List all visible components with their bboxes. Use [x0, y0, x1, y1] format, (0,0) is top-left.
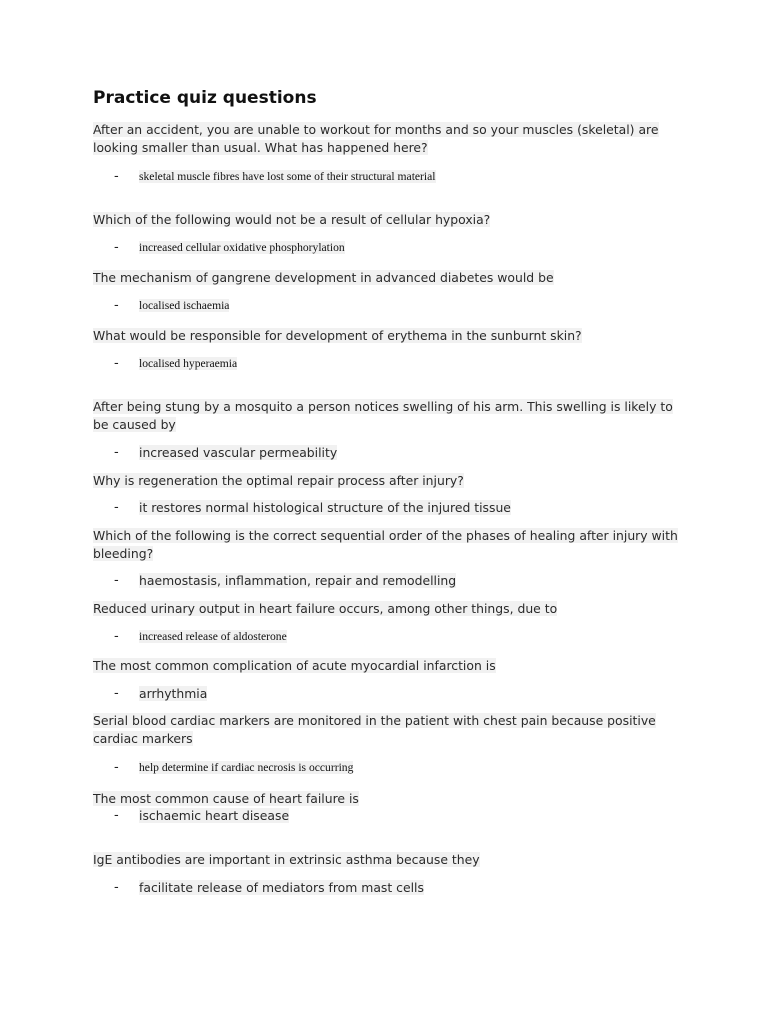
bullet-10: - [114, 760, 119, 775]
bullet-12: - [114, 880, 119, 895]
bullet-6: - [114, 500, 119, 515]
answer-3: localised ischaemia [139, 299, 230, 312]
bullet-11: - [114, 808, 119, 823]
question-11: The most common cause of heart failure is [93, 791, 359, 806]
bullet-2: - [114, 240, 119, 255]
answer-8: increased release of aldosterone [139, 630, 287, 643]
bullet-4: - [114, 356, 119, 371]
question-1: After an accident, you are unable to workout for months and so your muscles (skeletal) are looking smaller than usual. What has happened here? [93, 122, 659, 155]
answer-9: arrhythmia [139, 686, 208, 701]
question-2: Which of the following would not be a result of cellular hypoxia? [93, 212, 491, 227]
question-6: Why is regeneration the optimal repair process after injury? [93, 473, 464, 488]
question-3: The mechanism of gangrene development in advanced diabetes would be [93, 270, 554, 285]
question-12: IgE antibodies are important in extrinsic asthma because they [93, 852, 480, 867]
question-7: Which of the following is the correct sequential order of the phases of healing after injury with bleeding? [93, 528, 678, 561]
question-5: After being stung by a mosquito a person notices swelling of his arm. This swelling is likely to be caused by [93, 399, 673, 432]
bullet-9: - [114, 686, 119, 701]
answer-1: skeletal muscle fibres have lost some of their structural material [139, 170, 436, 183]
question-8: Reduced urinary output in heart failure occurs, among other things, due to [93, 601, 558, 616]
answer-11: ischaemic heart disease [139, 808, 290, 823]
bullet-3: - [114, 298, 119, 313]
answer-6: it restores normal histological structure of the injured tissue [139, 500, 511, 515]
bullet-8: - [114, 629, 119, 644]
question-4: What would be responsible for development of erythema in the sunburnt skin? [93, 328, 582, 343]
bullet-5: - [114, 445, 119, 460]
question-10: Serial blood cardiac markers are monitored in the patient with chest pain because positive cardiac markers [93, 713, 656, 746]
answer-7: haemostasis, inflammation, repair and remodelling [139, 573, 457, 588]
bullet-1: - [114, 169, 119, 184]
question-9: The most common complication of acute myocardial infarction is [93, 658, 496, 673]
answer-10: help determine if cardiac necrosis is occurring [139, 761, 354, 774]
answer-12: facilitate release of mediators from mast cells [139, 880, 424, 895]
answer-5: increased vascular permeability [139, 445, 338, 460]
page-title: Practice quiz questions [93, 88, 317, 108]
bullet-7: - [114, 573, 119, 588]
answer-4: localised hyperaemia [139, 357, 238, 370]
answer-2: increased cellular oxidative phosphorylation [139, 241, 345, 254]
